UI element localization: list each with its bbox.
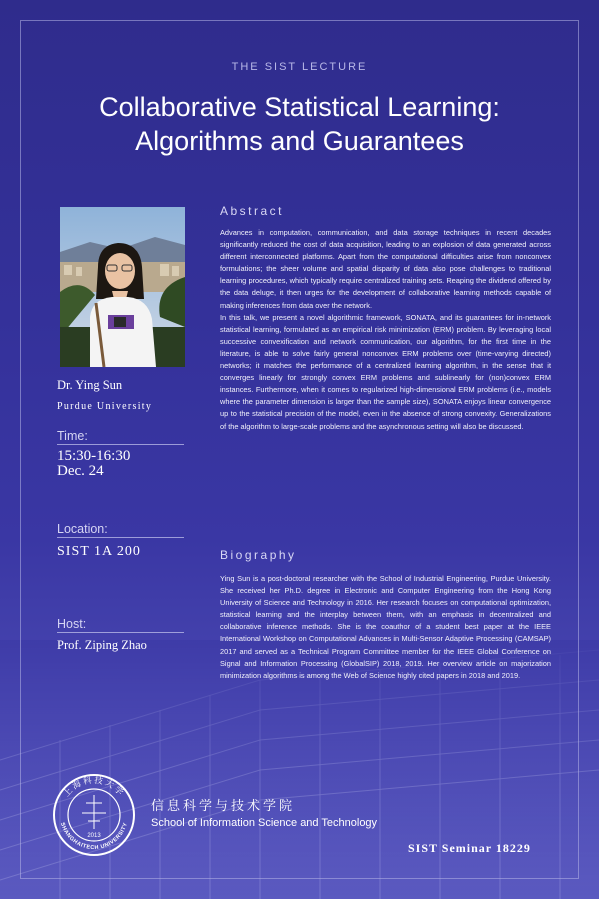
biography-heading: Biography xyxy=(220,548,297,562)
host-label: Host: xyxy=(57,617,184,633)
title-line-1: Collaborative Statistical Learning: xyxy=(99,92,500,122)
seal-english-text: SHANGHAITECH UNIVERSITY xyxy=(58,821,130,852)
title-line-2: Algorithms and Guarantees xyxy=(135,126,464,156)
biography-text xyxy=(220,573,551,682)
speaker-photo xyxy=(60,207,185,367)
location-label: Location: xyxy=(57,522,184,538)
school-name-english: School of Information Science and Technology xyxy=(151,817,378,829)
lecture-title xyxy=(20,90,579,158)
abstract-paragraph-2: In this talk, we present a novel algorithmic framework, SONATA, and its guarantees for in-network statistical learning, formulated as an empirical risk minimization (ERM) problem. By leveraging local successive convexification and network communication, our algorithm, for the first time in the literature, is able to solve fairly general nonconvex ERM problems over (time-varying directed) networks; it matches the performance of a centralized learning algorithm, in the sense that it converges linearly for strongly convex ERM problems and sublinearly for (non)convex ERM instances. Furthermore, when it comes to regularized high-dimensional ERM problems (i.e., models where the parameter dimension is larger than the sample size), SONATA enjoys linear convergence up to the statistical precision of the model, even in the absence of strong convexity. Generalizations of the algorithm to large-scale problems and the asynchronous setting will also be discussed. xyxy=(220,312,551,431)
speaker-name: Dr. Ying Sun xyxy=(57,378,123,392)
abstract-paragraph-1: Advances in computation, communication, and data storage techniques in recent decades significantly reduced the cost of data acquisition, leading to an explosion of data generated across different interconnected platforms. Apart from the computational difficulties arise from nonconvex formulations; the sheer volume and spatial disparity of data also pose challenges to traditional learning procedures, which typically require centralized training sets. Reaping the dividend offered by the data deluge, it then urges for the development of collaborative learning methods capable of making inferences from data over the network. xyxy=(220,228,551,310)
seal-year: 2013 xyxy=(87,833,101,839)
lecture-series-label: THE SIST LECTURE xyxy=(231,61,368,73)
school-name-chinese: 信息科学与技术学院 xyxy=(151,798,296,813)
event-date: Dec. 24 xyxy=(57,463,104,479)
location-value: SIST 1A 200 xyxy=(57,544,141,559)
abstract-text xyxy=(220,227,551,433)
shanghaitech-seal-logo xyxy=(52,773,136,857)
time-hours: 15:30-16:30 xyxy=(57,448,131,464)
abstract-heading: Abstract xyxy=(220,204,285,218)
time-label: Time: xyxy=(57,429,184,445)
seminar-number: SIST Seminar 18229 xyxy=(408,841,531,855)
host-value: Prof. Ziping Zhao xyxy=(57,638,147,652)
biography-paragraph: Ying Sun is a post-doctoral researcher with the School of Industrial Engineering, Purdue University. She received her Ph.D. degree in Electronic and Computer Engineering from the Hong Kong University of Science and Technology in 2016. Her research focuses on computational optimization, statistical learning and the interplay between them, with an emphasis in decentralized and collaborative inference methods. She is the coauthor of a student best paper at the IEEE International Workshop on Computational Advances in Multi-Sensor Adaptive Processing (CAMSAP) 2017 and served as a Technical Program Committee member for the IEEE Global Conference on Signal and Information Processing (GlobalSIP) 2018, 2019. Her overview article on majorization minimization algorithms is among the Web of Science highly cited papers in 2018 and 2019. xyxy=(220,574,551,680)
seal-chinese-text: 上海科技大学 xyxy=(61,775,127,800)
speaker-affiliation: Purdue University xyxy=(57,401,153,412)
